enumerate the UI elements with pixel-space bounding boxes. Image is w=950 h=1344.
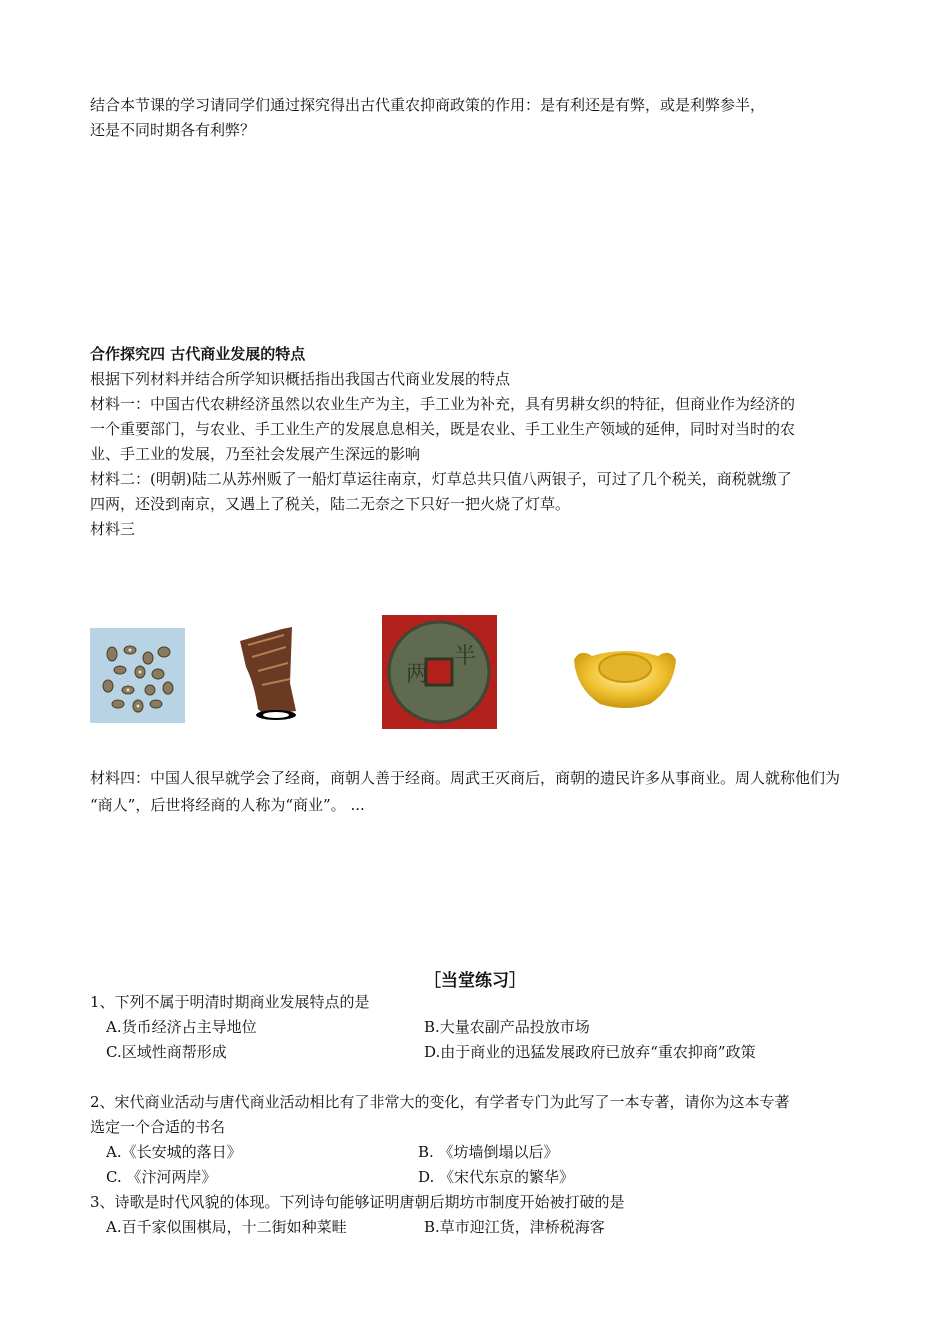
material2-line: 材料二：(明朝)陆二从苏州贩了一船灯草运往南京，灯草总共只值八两银子，可过了几个税关，商税就缴了 <box>90 470 792 488</box>
material2-line: 四两，还没到南京，又遇上了税关，陆二无奈之下只好一把火烧了灯草。 <box>90 495 571 513</box>
question-2-option-c: C. 《汴河两岸》 <box>106 1168 217 1186</box>
coin-right-character: 半 <box>454 644 477 669</box>
question-2-stem: 选定一个合适的书名 <box>90 1118 226 1136</box>
spade-coin-image <box>234 623 304 723</box>
question-2-option-a: A.《长安城的落日》 <box>106 1143 242 1161</box>
section-heading: 合作探究四 古代商业发展的特点 <box>90 345 306 363</box>
question-2-option-d: D. 《宋代东京的繁华》 <box>418 1168 575 1186</box>
question-1-stem: 1、下列不属于明清时期商业发展特点的是 <box>90 993 370 1011</box>
question-1-option-c: C.区域性商帮形成 <box>106 1043 227 1061</box>
gold-ingot-image <box>570 638 680 713</box>
question-1-option-a: A.货币经济占主导地位 <box>106 1018 257 1036</box>
question-2-stem: 2、宋代商业活动与唐代商业活动相比有了非常大的变化，有学者专门为此写了一本专著，请你为这本专著 <box>90 1093 790 1111</box>
question-1-option-d: D.由于商业的迅猛发展政府已放弃“重农抑商”政策 <box>424 1043 756 1061</box>
shell-currency-image <box>90 628 185 723</box>
practice-title: ［当堂练习］ <box>424 971 526 991</box>
question-1-option-b: B.大量农副产品投放市场 <box>424 1018 590 1036</box>
material4-line: 材料四：中国人很早就学会了经商，商朝人善于经商。周武王灭商后，商朝的遗民许多从事商业。周人就称他们为 <box>90 769 841 787</box>
coin-left-character: 两 <box>406 662 429 687</box>
intro-line-1: 结合本节课的学习请同学们通过探究得出古代重农抑商政策的作用：是有利还是有弊，或是利弊参半， <box>90 96 766 114</box>
material1-line: 业、手工业的发展，乃至社会发展产生深远的影响 <box>90 445 421 463</box>
material1-line: 材料一：中国古代农耕经济虽然以农业生产为主，手工业为补充，具有男耕女织的特征，但商业作为经济的 <box>90 395 796 413</box>
material3-label: 材料三 <box>90 520 136 538</box>
question-3-option-b: B.草市迎江货，津桥税海客 <box>424 1218 605 1236</box>
material4-line: “商人”，后世将经商的人称为“商业”。 ... <box>90 796 365 814</box>
ban-liang-coin-image <box>382 615 497 729</box>
question-2-option-b: B. 《坊墙倒塌以后》 <box>418 1143 559 1161</box>
section-instruction: 根据下列材料并结合所学知识概括指出我国古代商业发展的特点 <box>90 370 511 388</box>
question-3-option-a: A.百千家似围棋局，十二街如种菜畦 <box>106 1218 347 1236</box>
intro-line-2: 还是不同时期各有利弊？ <box>90 121 256 139</box>
material1-line: 一个重要部门，与农业、手工业生产的发展息息相关，既是农业、手工业生产领域的延伸，同时对当时的农 <box>90 420 796 438</box>
question-3-stem: 3、诗歌是时代风貌的体现。下列诗句能够证明唐朝后期坊市制度开始被打破的是 <box>90 1193 625 1211</box>
